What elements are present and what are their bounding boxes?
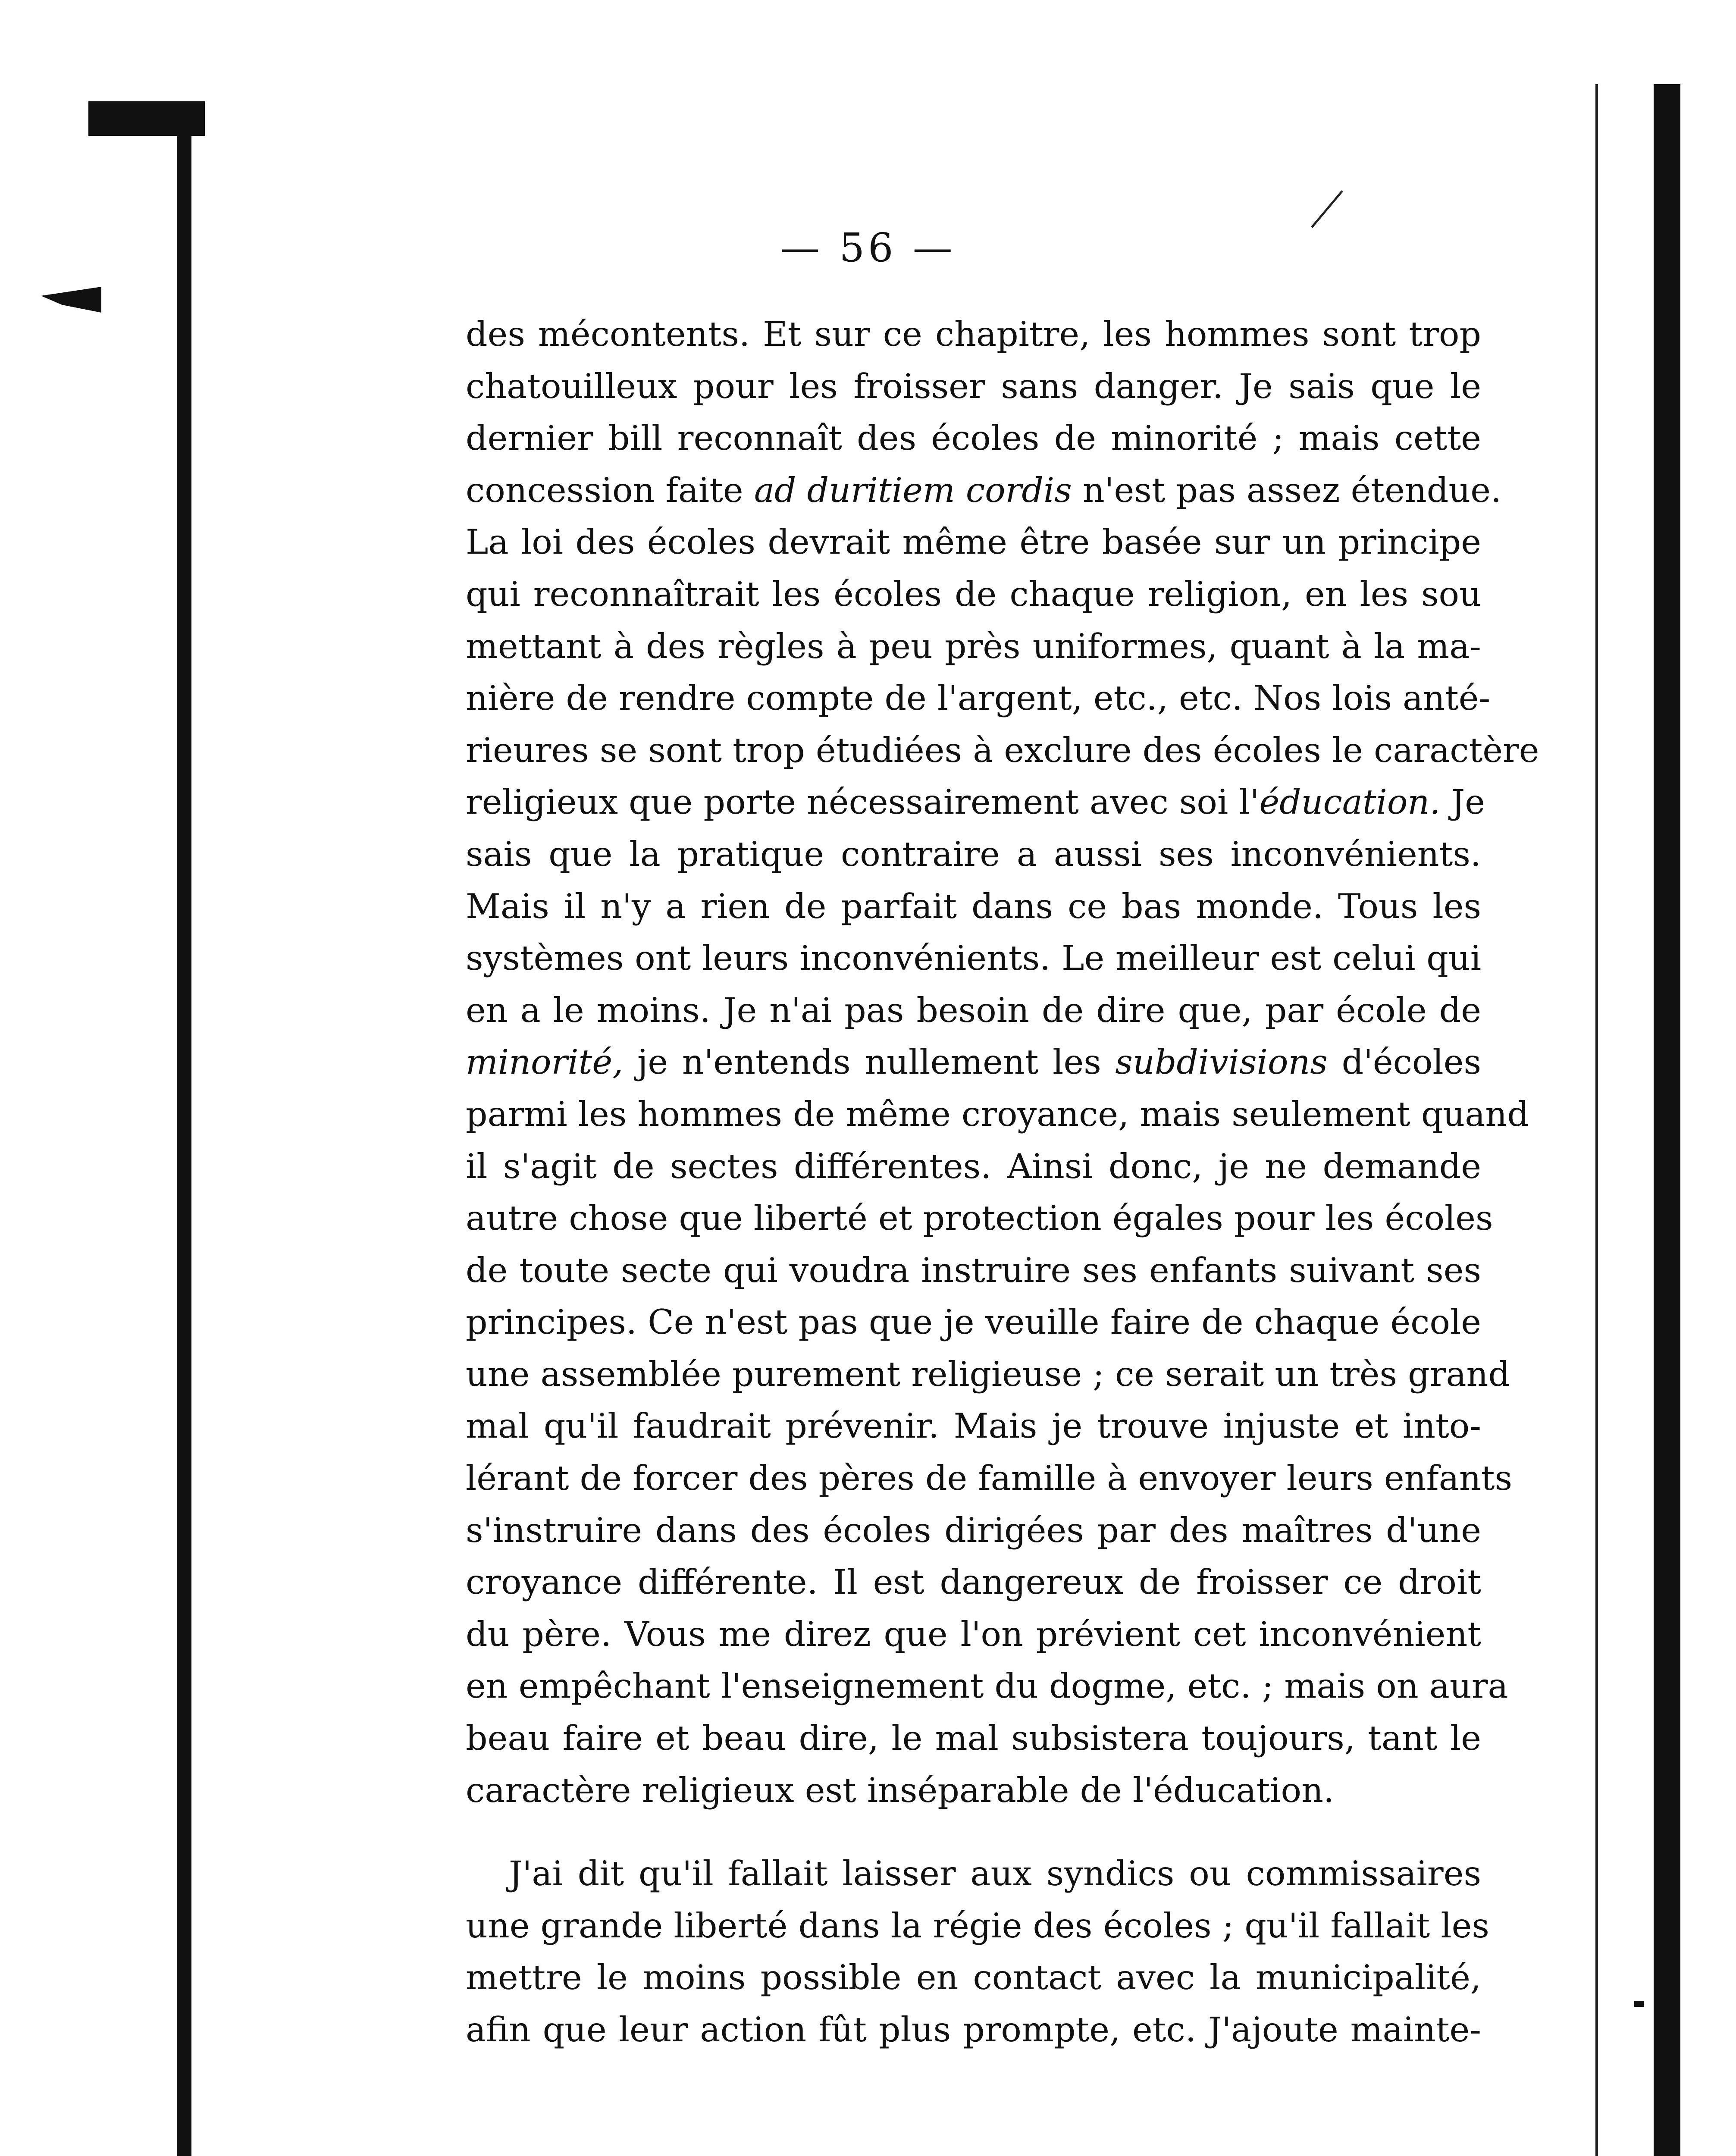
scan-left-border-top	[88, 101, 205, 136]
paragraph-1	[466, 308, 1539, 1816]
italic-text: éducation.	[1259, 782, 1441, 822]
text-line: beau faire et beau dire, le mal subsistera toujours, tant le	[466, 1718, 1481, 1758]
text-line: autre chose que liberté et protection égales pour les écoles	[466, 1198, 1493, 1238]
scan-left-mark	[41, 287, 101, 313]
text-line: lérant de forcer des pères de famille à envoyer leurs enfants	[466, 1458, 1513, 1498]
scan-pencil-mark	[1311, 190, 1343, 228]
text-line: une assemblée purement religieuse ; ce serait un très grand	[466, 1354, 1510, 1394]
scan-right-edge-line	[1595, 84, 1598, 2156]
text-line: principes. Ce n'est pas que je veuille faire de chaque école	[466, 1302, 1481, 1342]
text-line: mal qu'il faudrait prévenir. Mais je trouve injuste et into-	[466, 1406, 1481, 1446]
text-segment: Je	[1440, 782, 1485, 822]
text-line: mettant à des règles à peu près uniformes, quant à la ma-	[466, 626, 1481, 666]
text-line: mettre le moins possible en contact avec la municipalité,	[466, 1958, 1481, 1998]
scan-right-mark	[1634, 2001, 1644, 2007]
text-line	[466, 464, 1502, 517]
text-line: croyance différente. Il est dangereux de froisser ce droit	[466, 1562, 1481, 1602]
text-line: J'ai dit qu'il fallait laisser aux syndics ou commissaires	[509, 1854, 1481, 1893]
text-segment: n'est pas assez étendue.	[1072, 470, 1502, 510]
text-line: chatouilleux pour les froisser sans danger. Je sais que le	[466, 366, 1481, 406]
text-line: des mécontents. Et sur ce chapitre, les hommes sont trop	[466, 314, 1481, 354]
text-line: dernier bill reconnaît des écoles de minorité ; mais cette	[466, 418, 1481, 458]
text-segment: je n'entends nullement les	[623, 1042, 1116, 1082]
paragraph-2	[466, 1848, 1489, 2056]
text-segment: d'écoles	[1327, 1042, 1481, 1082]
text-line: sais que la pratique contraire a aussi ses inconvénients.	[466, 834, 1481, 874]
scan-left-border	[177, 101, 191, 2156]
text-segment: concession faite	[466, 470, 754, 510]
text-line: caractère religieux est inséparable de l'éducation.	[466, 1770, 1335, 1810]
text-line: systèmes ont leurs inconvénients. Le meilleur est celui qui	[466, 938, 1481, 978]
text-line: nière de rendre compte de l'argent, etc., etc. Nos lois anté-	[466, 678, 1491, 718]
italic-text: ad duritiem cordis	[754, 470, 1072, 510]
italic-text: minorité,	[466, 1042, 624, 1082]
text-line	[466, 776, 1485, 828]
text-line: qui reconnaîtrait les écoles de chaque religion, en les sou	[466, 574, 1481, 614]
text-line: rieures se sont trop étudiées à exclure des écoles le caractère	[466, 730, 1539, 770]
text-line: La loi des écoles devrait même être basée sur un principe	[466, 522, 1481, 562]
text-line: afin que leur action fût plus prompte, etc. J'ajoute mainte-	[466, 2009, 1481, 2049]
text-line: en empêchant l'enseignement du dogme, etc. ; mais on aura	[466, 1666, 1508, 1706]
text-line: il s'agit de sectes différentes. Ainsi donc, je ne demande	[466, 1146, 1481, 1186]
page-number: — 56 —	[780, 225, 956, 271]
text-line: de toute secte qui voudra instruire ses enfants suivant ses	[466, 1250, 1481, 1290]
text-line: une grande liberté dans la régie des écoles ; qu'il fallait les	[466, 1905, 1489, 1946]
text-segment: religieux que porte nécessairement avec soi l'	[466, 782, 1260, 822]
text-line: parmi les hommes de même croyance, mais seulement quand	[466, 1094, 1529, 1134]
scan-right-border	[1654, 84, 1680, 2156]
text-line: Mais il n'y a rien de parfait dans ce bas monde. Tous les	[466, 886, 1481, 926]
text-line: s'instruire dans des écoles dirigées par des maîtres d'une	[466, 1510, 1481, 1550]
italic-text: subdivisions	[1115, 1042, 1328, 1082]
text-line: du père. Vous me direz que l'on prévient cet inconvénient	[466, 1614, 1481, 1654]
text-line	[466, 1036, 1481, 1088]
text-line: en a le moins. Je n'ai pas besoin de dire que, par école de	[466, 990, 1481, 1030]
